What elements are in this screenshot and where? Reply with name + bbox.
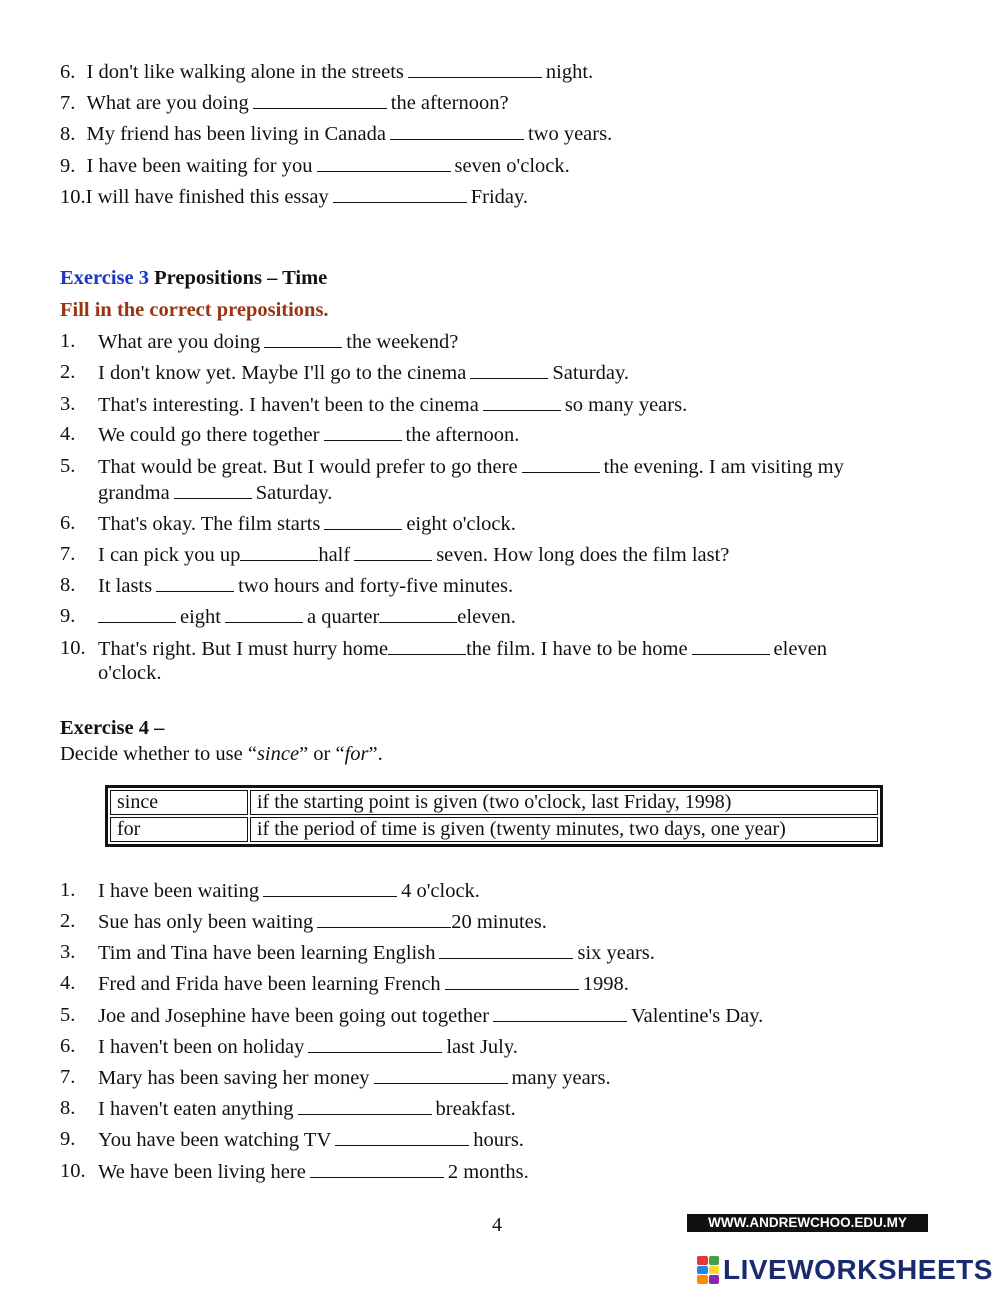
rule-description: if the period of time is given (twenty minutes, two days, one year) [250,817,878,842]
item-text: Tim and Tina have been learning English [98,942,436,964]
logo-square [709,1275,720,1284]
item-text: many years. [511,1067,611,1089]
answer-blank[interactable] [225,604,303,623]
item-number: 9. [60,155,76,177]
exercise3-heading [60,266,327,290]
item-number: 7. [60,1066,76,1088]
item-number: 1. [60,330,76,352]
answer-blank[interactable] [317,153,451,172]
item-text: night. [545,61,594,83]
item-text: two years. [527,123,613,145]
item-number: 7. [60,543,76,565]
item-text: 4 o'clock. [401,880,480,902]
item-text: That's right. But I must hurry home [98,638,389,660]
item-text: You have been watching TV [98,1129,332,1151]
item-number: 8. [60,574,76,596]
rule-word: for [110,817,248,842]
page-number: 4 [492,1214,502,1236]
item-text: 20 minutes. [451,911,547,933]
answer-blank[interactable] [308,1034,442,1053]
answer-blank[interactable] [156,573,234,592]
answer-blank[interactable] [483,392,561,411]
item-text: seven o'clock. [454,155,570,177]
item-text: half [318,544,351,566]
item-number: 5. [60,455,76,477]
item-number: 2. [60,361,76,383]
ex2-item-6 [60,59,593,84]
item-text: a quarter [307,606,380,628]
item-text: last July. [446,1036,518,1058]
item-number: 2. [60,910,76,932]
answer-blank[interactable] [388,636,466,655]
item-text: I will have finished this essay [85,186,329,208]
logo-square [709,1256,720,1265]
exercise4-instruction [60,742,383,766]
item-number: 8. [60,123,76,145]
item-text: That's interesting. I haven't been to the cinema [98,394,479,416]
answer-blank[interactable] [354,542,432,561]
answer-blank[interactable] [692,636,770,655]
item-text: 2 months. [447,1161,529,1183]
item-text: Friday. [470,186,529,208]
rule-description: if the starting point is given (two o'clock, last Friday, 1998) [250,790,878,815]
liveworksheets-brand: LIVEWORKSHEETS [723,1254,993,1285]
website-url[interactable]: WWW.ANDREWCHOO.EDU.MY [687,1214,928,1232]
item-text: Sue has only been waiting [98,911,314,933]
logo-square [697,1266,708,1275]
exercise3-instruction: Fill in the correct prepositions. [60,299,329,321]
item-number: 9. [60,605,76,627]
item-text: Saturday. [255,482,333,504]
ex2-item-7 [60,90,509,115]
item-text: My friend has been living in Canada [86,123,386,145]
item-text: I don't know yet. Maybe I'll go to the cinema [98,362,467,384]
item-text: eleven. [457,606,516,628]
item-text: Valentine's Day. [631,1005,764,1027]
item-text: grandma [98,482,170,504]
ex3-item-5-cont [98,480,332,505]
answer-blank[interactable] [408,59,542,78]
item-text: What are you doing [98,331,261,353]
answer-blank[interactable] [324,422,402,441]
item-text: breakfast. [435,1098,516,1120]
item-number: 6. [60,512,76,534]
item-number: 6. [60,61,76,83]
item-number: 6. [60,1035,76,1057]
item-text: the evening. I am visiting my [603,456,844,478]
answer-blank[interactable] [335,1127,469,1146]
item-text: I have been waiting for you [86,155,313,177]
instruction-text: Decide whether to use “ [60,743,257,765]
item-text: eight o'clock. [406,513,516,535]
item-text: What are you doing [86,92,249,114]
answer-blank[interactable] [310,1159,444,1178]
item-number: 4. [60,423,76,445]
answer-blank[interactable] [253,90,387,109]
answer-blank[interactable] [379,604,457,623]
rule-row [110,790,878,815]
answer-blank[interactable] [374,1065,508,1084]
logo-square [709,1266,720,1275]
liveworksheets-logo[interactable] [697,1253,993,1287]
item-number: 3. [60,393,76,415]
item-number: 5. [60,1004,76,1026]
item-text: two hours and forty-five minutes. [238,575,514,597]
exercise4-heading: Exercise 4 – [60,717,165,739]
item-text: Saturday. [552,362,630,384]
answer-blank[interactable] [333,184,467,203]
item-text: It lasts [98,575,153,597]
item-text: I don't like walking alone in the streets [86,61,404,83]
logo-square [697,1256,708,1265]
item-text: That would be great. But I would prefer to go there [98,456,518,478]
item-number: 7. [60,92,76,114]
item-number: 10. [60,637,86,659]
for-word: for [344,743,369,765]
item-text: That's okay. The film starts [98,513,321,535]
ex2-item-8 [60,121,612,146]
item-number: 1. [60,879,76,901]
liveworksheets-icon [697,1256,719,1284]
item-text: Fred and Frida have been learning French [98,973,441,995]
item-text: eleven [773,638,828,660]
answer-blank[interactable] [324,511,402,530]
answer-blank[interactable] [240,542,318,561]
item-text: Joe and Josephine have been going out together [98,1005,490,1027]
item-text: Mary has been saving her money [98,1067,370,1089]
answer-blank[interactable] [470,360,548,379]
logo-square [697,1275,708,1284]
answer-blank[interactable] [298,1096,432,1115]
item-text: I haven't been on holiday [98,1036,305,1058]
item-text: so many years. [564,394,688,416]
answer-blank[interactable] [98,604,176,623]
item-text: I can pick you up [98,544,241,566]
answer-blank[interactable] [439,940,573,959]
item-text: 1998. [582,973,629,995]
since-word: since [256,743,300,765]
since-for-rule-table [105,785,883,847]
ex2-item-9 [60,153,570,178]
rule-row [110,817,878,842]
answer-blank[interactable] [263,878,397,897]
item-number: 4. [60,972,76,994]
item-text: I haven't eaten anything [98,1098,294,1120]
item-text: eight [180,606,221,628]
item-number: 8. [60,1097,76,1119]
answer-blank[interactable] [264,329,342,348]
item-number: 9. [60,1128,76,1150]
instruction-text: ”. [368,743,383,765]
instruction-text: ” or “ [299,743,345,765]
item-number: 10. [60,186,86,208]
item-text: the weekend? [346,331,459,353]
item-text: We have been living here [98,1161,306,1183]
item-text: six years. [577,942,655,964]
exercise-label: Exercise 3 [60,267,149,289]
item-text: I have been waiting [98,880,260,902]
answer-blank[interactable] [317,909,451,928]
item-text: seven. How long does the film last? [436,544,730,566]
answer-blank[interactable] [445,971,579,990]
item-text: hours. [473,1129,524,1151]
answer-blank[interactable] [174,480,252,499]
item-text: the afternoon? [390,92,509,114]
ex2-item-10 [60,184,528,209]
answer-blank[interactable] [522,454,600,473]
item-text: We could go there together [98,424,320,446]
item-number: 3. [60,941,76,963]
item-number: 10. [60,1160,86,1182]
rule-word: since [110,790,248,815]
answer-blank[interactable] [493,1003,627,1022]
item-text: the afternoon. [405,424,520,446]
item-text: the film. I have to be home [466,638,688,660]
ex3-item-10-cont: o'clock. [98,662,162,684]
answer-blank[interactable] [390,121,524,140]
exercise-title: Prepositions – Time [154,267,328,289]
